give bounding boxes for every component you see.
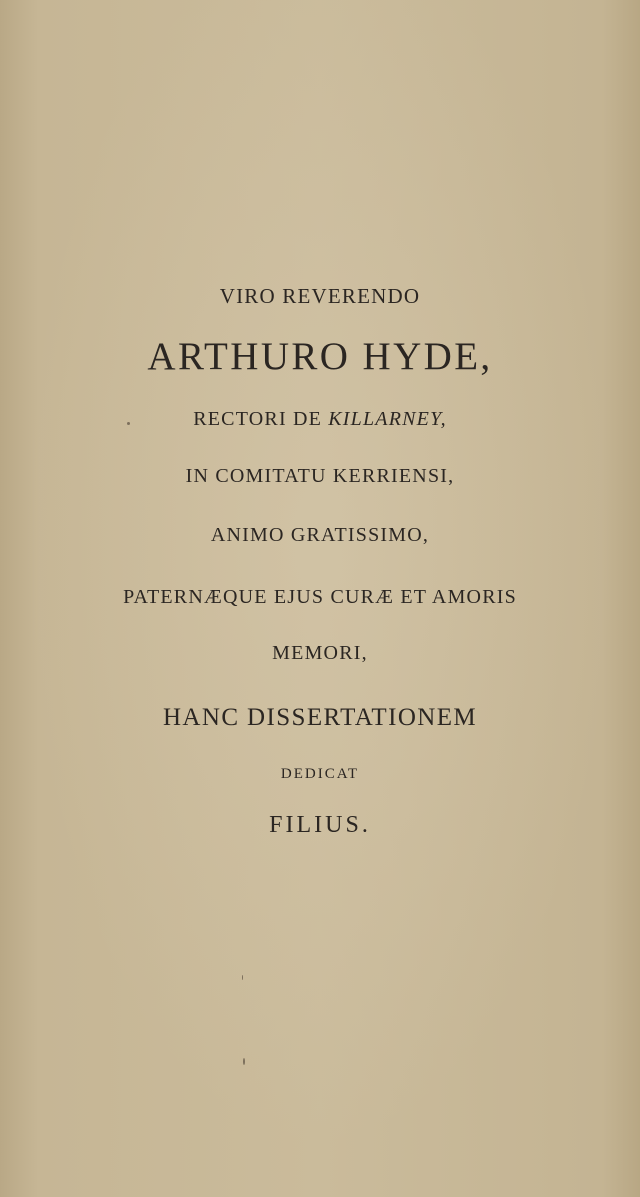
dedication-line-animo: ANIMO GRATISSIMO, xyxy=(210,524,430,546)
dedication-line-memori: MEMORI, xyxy=(272,642,368,664)
dedication-line-comitatu: IN COMITATU KERRIENSI, xyxy=(185,465,455,487)
dedication-line-dissertationem: HANC DISSERTATIONEM xyxy=(162,704,478,731)
dedication-line-viro-reverendo: VIRO REVERENDO xyxy=(219,284,421,308)
paper-speck xyxy=(242,975,243,980)
dedication-line-rectori xyxy=(0,408,640,431)
dedication-line-filius: FILIUS. xyxy=(269,812,371,838)
paper-speck xyxy=(127,422,130,425)
dedicatee-name: ARTHURO HYDE, xyxy=(147,335,493,378)
dedication-line-paternaeque: PATERNÆQUE EJUS CURÆ ET AMORIS xyxy=(123,586,517,608)
place-name: KILLARNEY, xyxy=(328,408,447,430)
paper-speck xyxy=(243,1058,245,1065)
rectori-prefix: RECTORI DE xyxy=(193,408,329,430)
dedication-line-dedicat: DEDICAT xyxy=(280,766,360,782)
